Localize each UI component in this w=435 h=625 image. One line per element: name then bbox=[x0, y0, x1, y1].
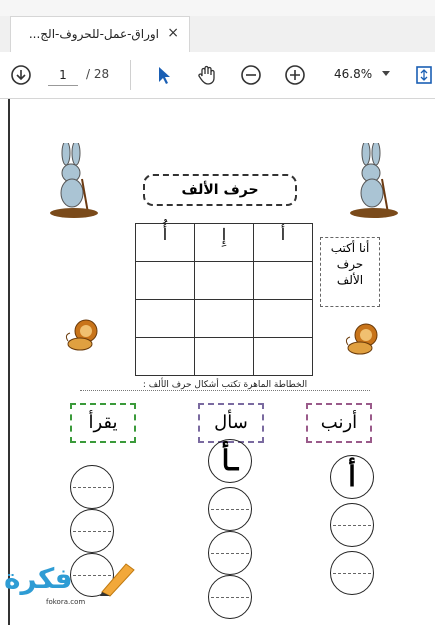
grid-cell: أ bbox=[254, 224, 313, 262]
rabbit-illustration-right bbox=[348, 143, 400, 221]
tab-title: اوراق-عمل-للحروف-الج... bbox=[28, 27, 159, 41]
tracing-circle bbox=[70, 509, 114, 553]
rabbit-illustration-left bbox=[48, 143, 100, 221]
zoom-in-button[interactable] bbox=[282, 62, 308, 88]
document-tab[interactable] bbox=[10, 16, 190, 52]
arrow-down-circle-icon bbox=[10, 64, 32, 86]
chevron-down-icon[interactable] bbox=[382, 71, 390, 76]
letters-grid bbox=[135, 223, 313, 376]
tracing-circle bbox=[208, 487, 252, 531]
toolbar bbox=[0, 52, 435, 99]
fit-page-button[interactable] bbox=[414, 62, 434, 88]
instruction-text: الخطاطة الماهرة تكتب أشكال حرف الألف : bbox=[80, 380, 370, 391]
page-total: / 28 bbox=[86, 67, 110, 81]
document-viewer[interactable] bbox=[0, 99, 435, 625]
tracing-line bbox=[333, 573, 371, 574]
tracing-circle bbox=[70, 465, 114, 509]
grid-cell bbox=[136, 262, 195, 300]
tracing-line bbox=[73, 487, 111, 488]
tab-close-icon[interactable]: × bbox=[167, 25, 179, 41]
tab-bar bbox=[0, 0, 435, 53]
select-tool-button[interactable] bbox=[151, 62, 177, 88]
tracing-line bbox=[211, 597, 249, 598]
grid-cell bbox=[254, 262, 313, 300]
page-number-input[interactable]: 1 bbox=[48, 65, 78, 86]
grid-cell bbox=[136, 300, 195, 338]
letter-circle: أ bbox=[330, 455, 374, 499]
worksheet-title: حرف الألف bbox=[143, 174, 297, 206]
word-box-arnab: أرنب bbox=[306, 403, 372, 443]
pdf-page bbox=[8, 99, 435, 625]
grid-cell bbox=[136, 338, 195, 376]
grid-cell bbox=[195, 300, 254, 338]
side-caption-line: حرف bbox=[336, 257, 364, 271]
side-caption-box bbox=[320, 237, 380, 307]
window-top-strip bbox=[0, 0, 435, 16]
grid-cell: إِ bbox=[195, 224, 254, 262]
zoom-level-select[interactable]: 46.8% bbox=[334, 67, 373, 81]
tracing-line bbox=[73, 531, 111, 532]
plus-circle-icon bbox=[284, 64, 306, 86]
tracing-circle bbox=[330, 551, 374, 595]
letter-circle: ـأ bbox=[208, 439, 252, 483]
zoom-out-button[interactable] bbox=[238, 62, 264, 88]
minus-circle-icon bbox=[240, 64, 262, 86]
tracing-circle bbox=[330, 503, 374, 547]
tracing-line bbox=[333, 525, 371, 526]
fit-page-icon bbox=[415, 65, 433, 85]
grid-cell bbox=[254, 338, 313, 376]
tracing-line bbox=[211, 509, 249, 510]
cursor-arrow-icon bbox=[155, 65, 173, 85]
pencil-icon bbox=[96, 558, 138, 598]
next-page-button[interactable] bbox=[8, 62, 34, 88]
hand-icon bbox=[196, 64, 218, 86]
word-box-yaqra: يقرأ bbox=[70, 403, 136, 443]
toolbar-divider bbox=[130, 60, 131, 90]
tracing-circle bbox=[208, 531, 252, 575]
tracing-circle bbox=[208, 575, 252, 619]
grid-cell bbox=[195, 338, 254, 376]
side-caption-line: الألف bbox=[336, 273, 364, 287]
side-caption-line: أنا أكتب bbox=[330, 241, 370, 255]
logo-subtext: fokora.com bbox=[46, 598, 86, 606]
hand-tool-button[interactable] bbox=[194, 62, 220, 88]
grid-cell bbox=[195, 262, 254, 300]
tracing-line bbox=[211, 553, 249, 554]
watermark-logo bbox=[4, 562, 86, 606]
logo-text: فكرة bbox=[4, 562, 73, 595]
word-box-saal: سأل bbox=[198, 403, 264, 443]
lion-illustration-left bbox=[64, 317, 102, 353]
lion-illustration-right bbox=[344, 321, 382, 357]
grid-cell bbox=[254, 300, 313, 338]
grid-cell: أُ bbox=[136, 224, 195, 262]
